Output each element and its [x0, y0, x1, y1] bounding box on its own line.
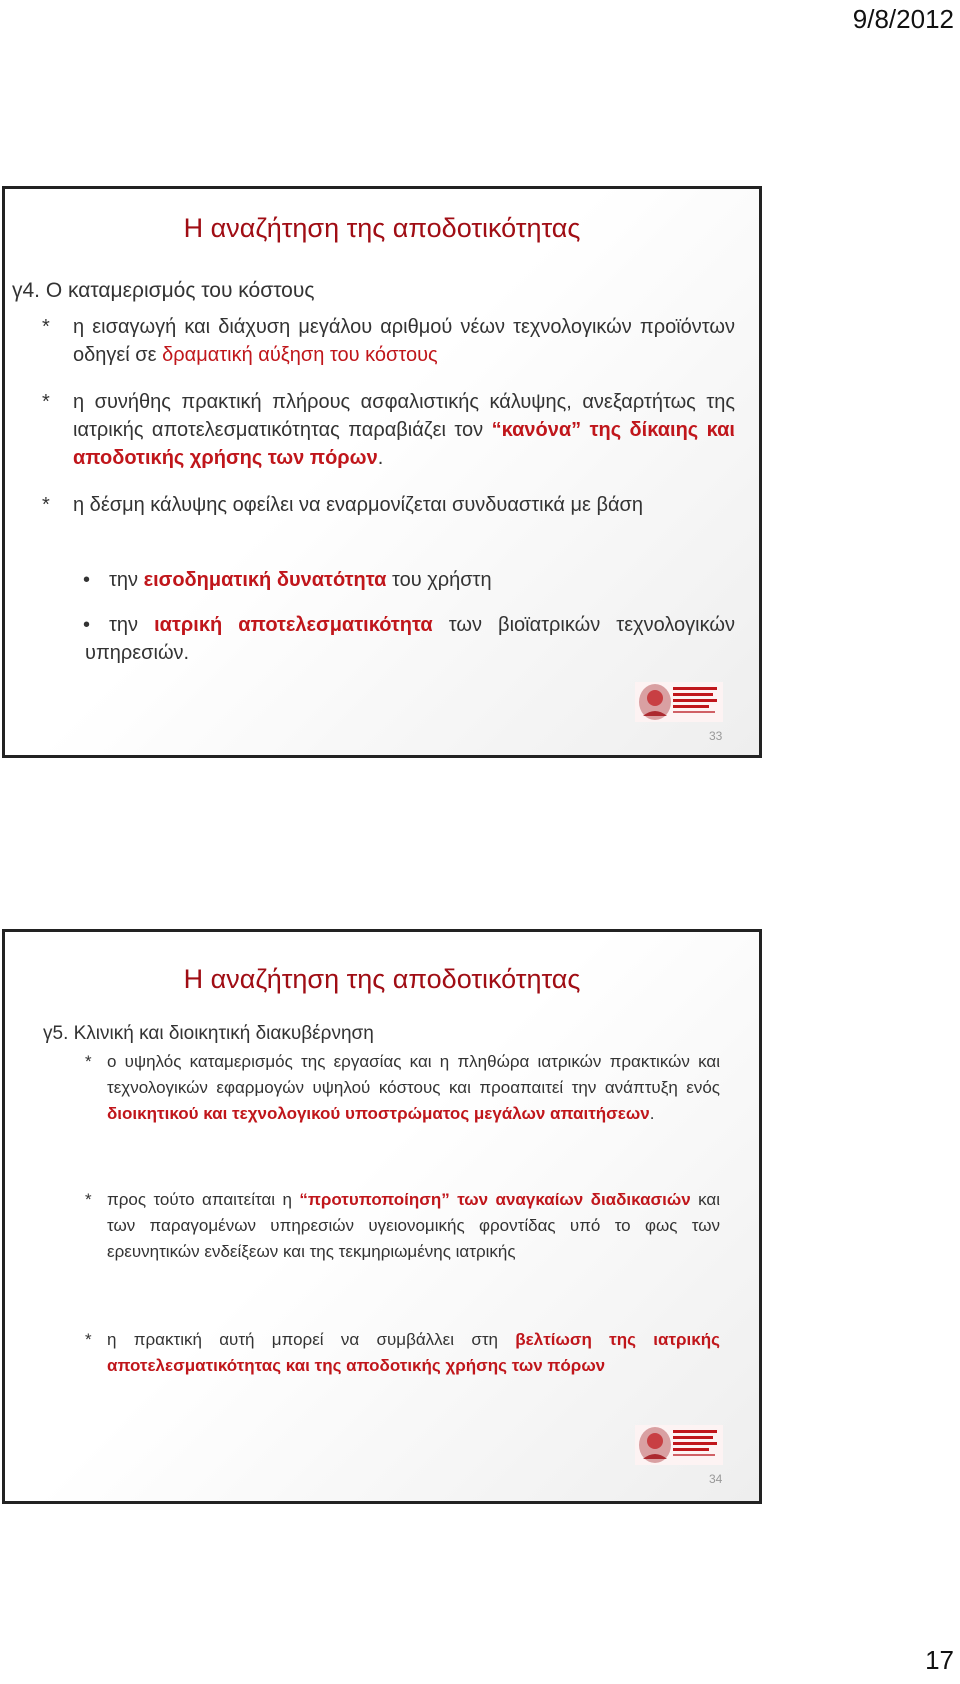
slide-33 — [2, 186, 762, 758]
bullet-text — [45, 388, 735, 472]
school-logo-icon — [635, 682, 723, 722]
bullet-text-part: και των παραγομένων υπηρεσιών υγειονομικής φροντίδας υπό το φως των ερευνητικών ενδείξεων και της τεκμηριωμένης ιατρικής — [107, 1190, 721, 1261]
section-heading: γ4. Ο καταμερισμός του κόστους — [12, 279, 315, 302]
sub-bullet-marker: • — [83, 569, 91, 591]
bullet-marker: * — [42, 316, 50, 338]
bullet-text — [85, 1327, 720, 1379]
slide-number: 33 — [709, 729, 723, 743]
slide-number: 34 — [709, 1472, 723, 1486]
bullet-text-part: . — [649, 1104, 655, 1123]
sub-bullet-marker: • — [83, 614, 91, 636]
highlight-text: διοικητικού και τεχνολογικού υποστρώματος μεγάλων απαιτήσεων — [107, 1104, 650, 1123]
highlight-text: εισοδηματική δυνατότητα — [143, 569, 387, 591]
highlight-text: “προτυποποίηση” των αναγκαίων διαδικασιών — [299, 1190, 691, 1209]
bullet-text-part: . — [377, 447, 384, 469]
sub-bullet-item — [85, 611, 735, 667]
page-number: 17 — [925, 1645, 954, 1675]
section-heading: γ5. Κλινική και διοικητική διακυβέρνηση — [43, 1023, 374, 1044]
bullet-text-part: η εισαγωγή και διάχυση μεγάλου αριθμού νέων τεχνολογικών προϊόντων οδηγεί σε — [73, 316, 735, 366]
sub-bullet-item — [85, 566, 735, 594]
bullet-text-part: του χρήστη — [386, 569, 492, 591]
bullet-text-part: την — [109, 569, 144, 591]
highlight-text: δραματική αύξηση του κόστους — [162, 344, 438, 366]
sub-bullet-text — [85, 566, 735, 594]
bullet-marker: * — [42, 391, 50, 413]
bullet-text-part: προς τούτο απαιτείται η — [107, 1190, 300, 1209]
bullet-text — [45, 313, 735, 369]
highlight-text: “κανόνα” της δίκαιης και αποδοτικής χρήσης των πόρων — [73, 419, 735, 469]
bullet-marker: * — [85, 1330, 92, 1349]
highlight-text: βελτίωση της ιατρικής αποτελεσματικότητας και της αποδοτικής χρήσης των πόρων — [107, 1330, 720, 1375]
bullet-text — [85, 1187, 720, 1265]
bullet-text — [85, 1049, 720, 1127]
sub-bullet-text — [85, 611, 735, 667]
bullet-marker: * — [85, 1052, 92, 1071]
bullet-marker: * — [42, 494, 50, 516]
bullet-text-part: ο υψηλός καταμερισμός της εργασίας και η πληθώρα ιατρικών πρακτικών και τεχνολογικών εφαρμογών υψηλού κόστους και προαπαιτεί την ανάπτυξη ενός — [107, 1052, 720, 1097]
bullet-text: η δέσμη κάλυψης οφείλει να εναρμονίζεται συνδυαστικά με βάση — [73, 494, 643, 516]
bullet-item — [42, 388, 735, 472]
bullet-item — [42, 313, 735, 369]
bullet-item — [85, 1187, 720, 1265]
bullet-text-part: την — [109, 614, 155, 636]
bullet-item — [85, 1049, 720, 1127]
slide-34 — [2, 929, 762, 1504]
bullet-marker: * — [85, 1190, 92, 1209]
slide-title: Η αναζήτηση της αποδοτικότητας — [183, 213, 581, 243]
highlight-text: ιατρική αποτελεσματικότητα — [154, 614, 433, 636]
bullet-text-part: η συνήθης πρακτική πλήρους ασφαλιστικής κάλυψης, ανεξαρτήτως της ιατρικής αποτελεσματικότητας παραβιάζει τον — [73, 391, 735, 441]
bullet-text-part: η πρακτική αυτή μπορεί να συμβάλλει στη — [107, 1330, 516, 1349]
bullet-item — [85, 1327, 720, 1379]
bullet-item — [42, 491, 735, 519]
slide-title: Η αναζήτηση της αποδοτικότητας — [183, 964, 581, 994]
school-logo-icon — [635, 1425, 723, 1465]
bullet-text-part: των βιοϊατρικών τεχνολογικών υπηρεσιών. — [85, 614, 735, 664]
page-date: 9/8/2012 — [852, 4, 954, 34]
